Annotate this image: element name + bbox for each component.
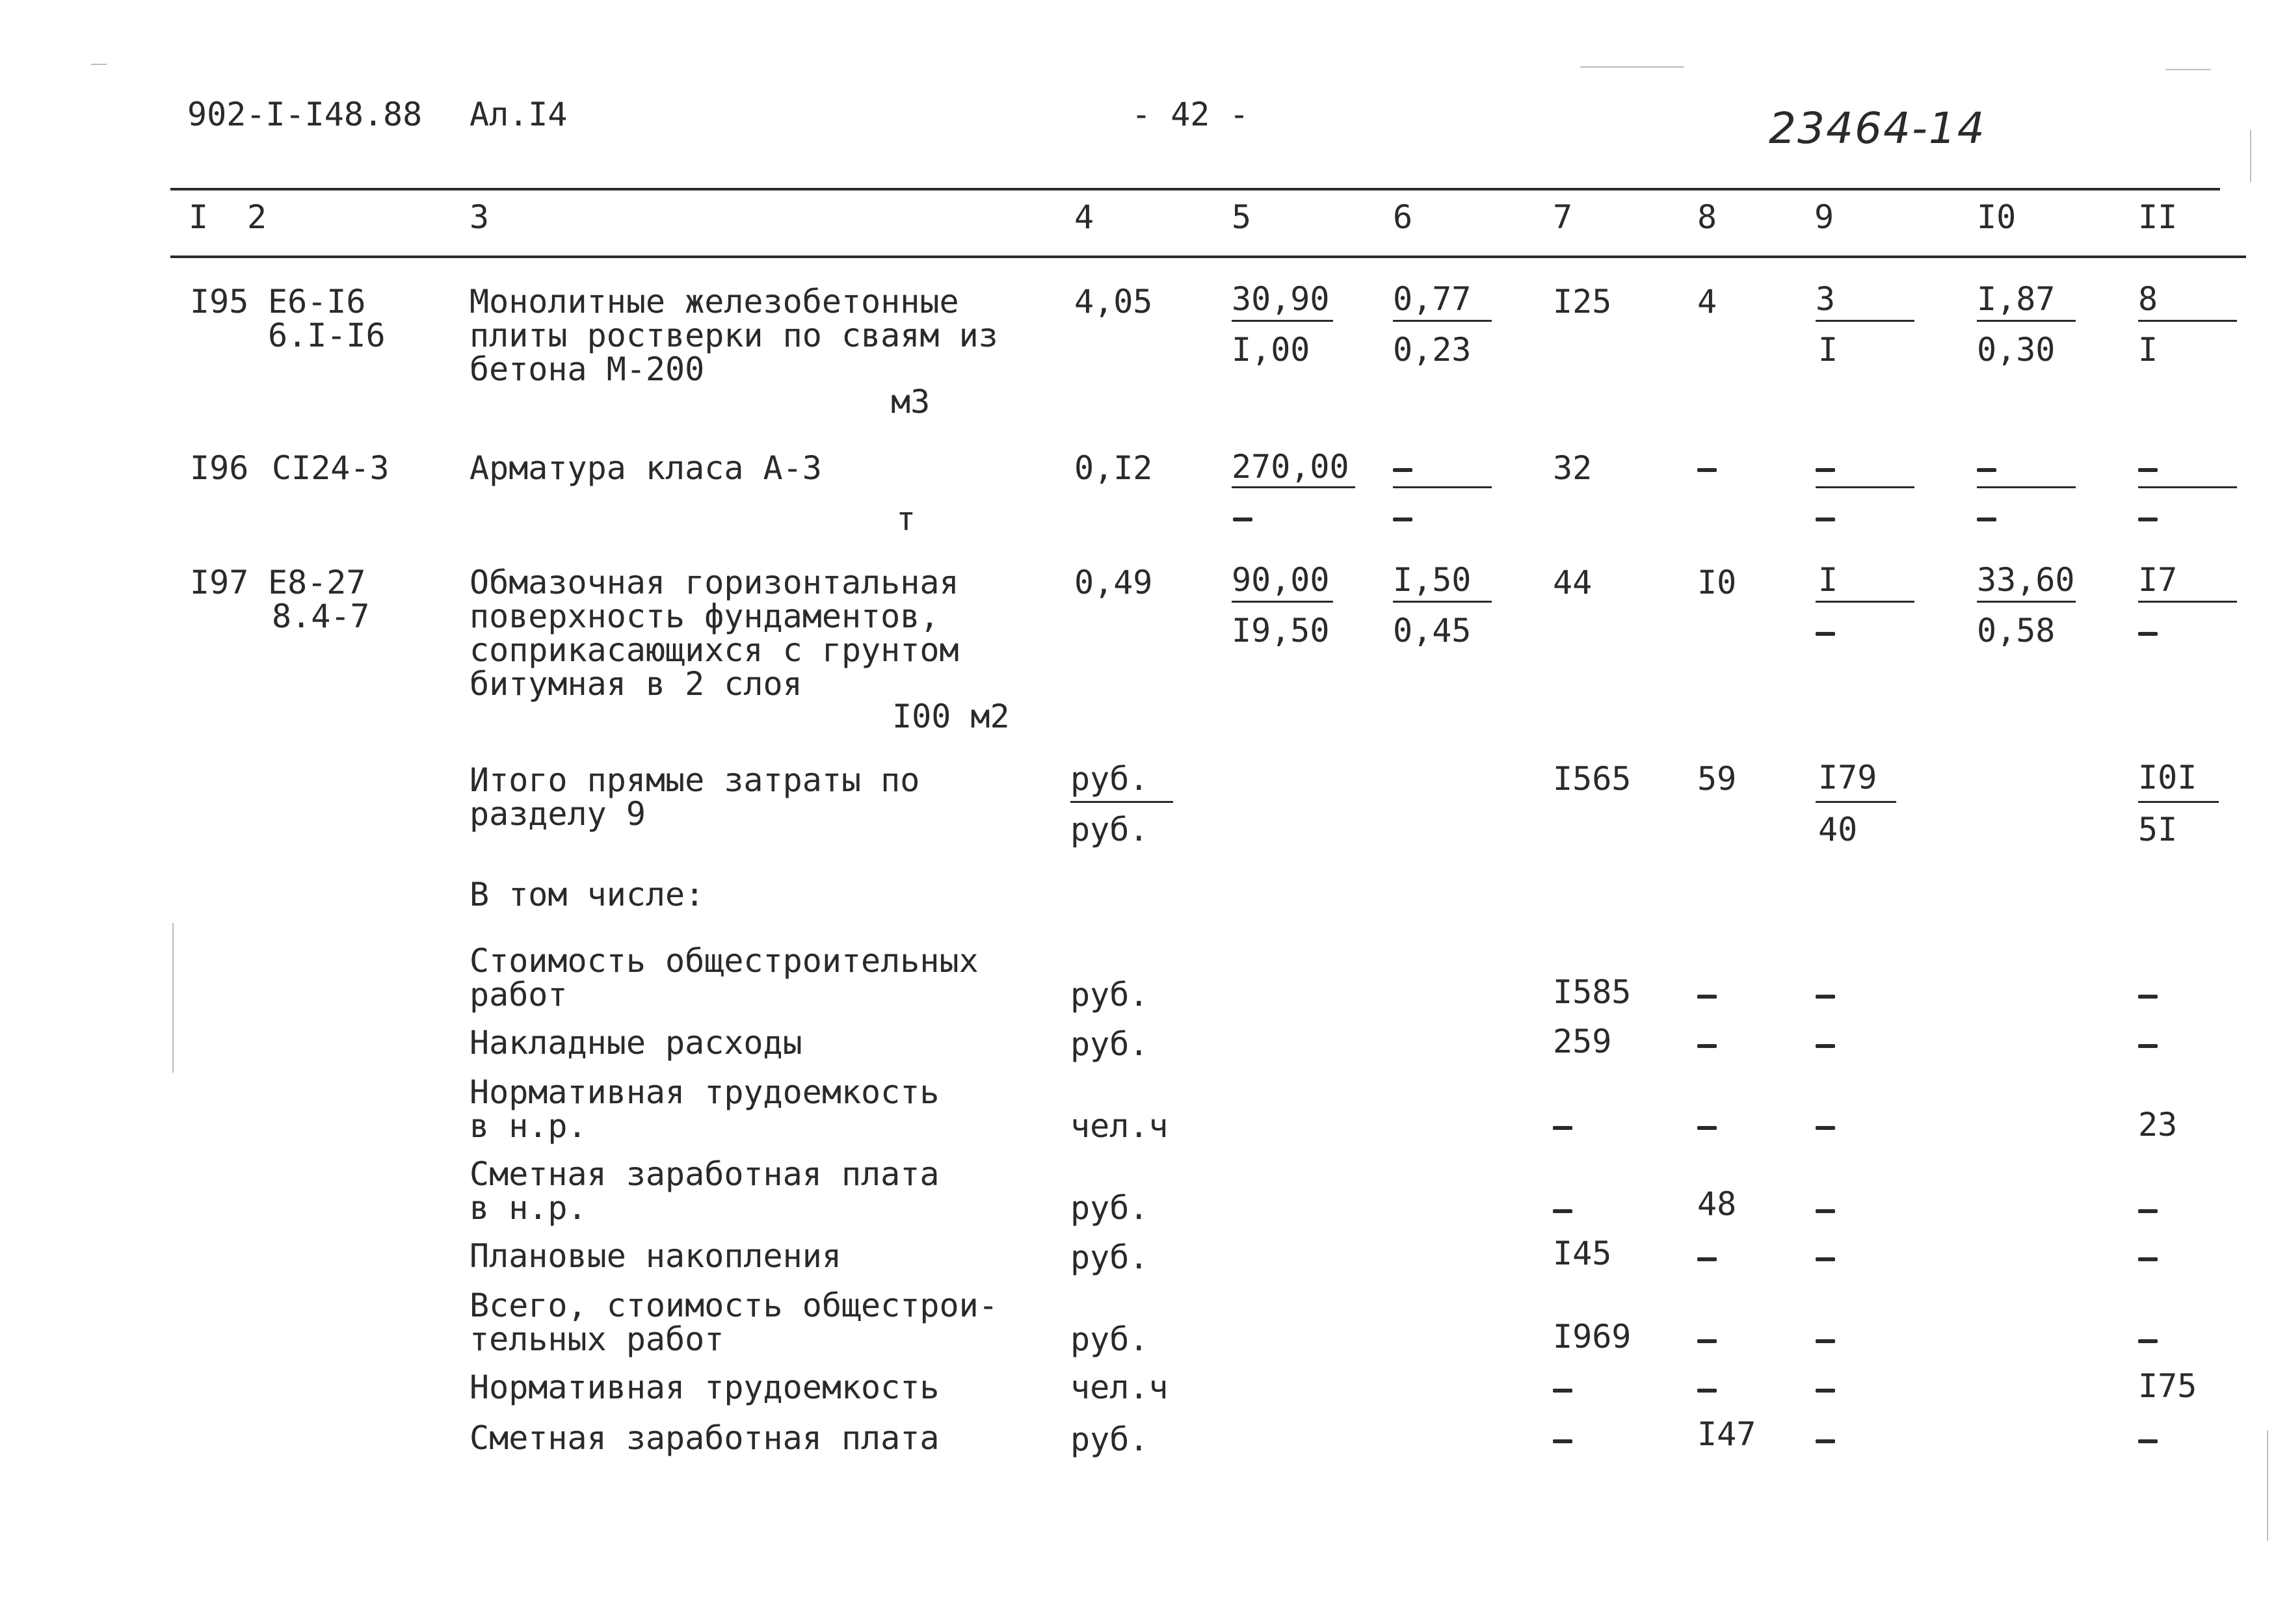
row-description: Арматура класа А-3 (470, 449, 822, 487)
dash-mark (1553, 1126, 1572, 1130)
dash-mark (1697, 1257, 1717, 1261)
dash-mark (1697, 1126, 1717, 1130)
summary-unit: руб. (1070, 1238, 1149, 1276)
row-col10-bottom: 0,30 (1977, 331, 2056, 369)
summary-label: Всего, стоимость общестрои- тельных работ (470, 1287, 998, 1358)
dash-mark (1697, 468, 1717, 472)
fraction-line (1393, 486, 1492, 488)
column-header-2: 2 (247, 198, 267, 236)
row-code-secondary: 6.I-I6 (268, 317, 386, 354)
dash-mark (1697, 1044, 1717, 1048)
column-header-11: II (2138, 198, 2178, 236)
fraction-line (1977, 486, 2076, 488)
row-col7: 32 (1553, 449, 1593, 487)
dash-mark (1697, 1339, 1717, 1343)
dash-mark (1816, 1439, 1835, 1443)
table-header-rule (170, 255, 2246, 258)
fraction-line (1232, 320, 1333, 322)
summary-col8: 48 (1697, 1185, 1737, 1223)
scan-speck (2250, 130, 2251, 182)
summary-col7: I585 (1553, 973, 1632, 1011)
row-col10-bottom: 0,58 (1977, 612, 2056, 649)
total-col9-top: I79 (1818, 759, 1877, 796)
row-unit: I00 м2 (892, 698, 1010, 735)
total-col9-bottom: 40 (1818, 811, 1858, 848)
dash-mark (1816, 632, 1835, 636)
row-quantity: 0,I2 (1074, 449, 1153, 487)
scan-speck (2165, 69, 2211, 70)
summary-label: Сметная заработная плата в н.р. (470, 1155, 940, 1227)
total-col7: I565 (1553, 760, 1632, 798)
column-header-3: 3 (470, 198, 490, 236)
row-col9-top: I (1818, 561, 1838, 599)
summary-col7: I45 (1553, 1235, 1612, 1272)
row-unit: т (896, 500, 916, 538)
fraction-line (2138, 601, 2237, 603)
column-header-6: 6 (1393, 198, 1413, 236)
total-col11-bottom: 5I (2138, 811, 2178, 848)
fraction-line (1977, 601, 2076, 603)
dash-mark (2138, 1044, 2158, 1048)
fraction-line (2138, 801, 2219, 803)
summary-label: Нормативная трудоемкость (470, 1369, 940, 1406)
dash-mark (2138, 1209, 2158, 1213)
row-col9-bottom: I (1818, 331, 1838, 369)
fraction-line (1393, 320, 1492, 322)
row-col8: I0 (1697, 564, 1737, 601)
row-code: Е8-27 (268, 564, 366, 601)
row-description: Обмазочная горизонтальная поверхность фундаментов, соприкасающихся с грунтом битумная в 2 слоя (470, 564, 959, 703)
summary-col11: 23 (2138, 1106, 2178, 1144)
row-code-secondary: 8.4-7 (272, 597, 370, 635)
row-col6-top: 0,77 (1393, 280, 1472, 318)
dash-mark (1816, 1339, 1835, 1343)
row-col5-bottom: I,00 (1232, 331, 1310, 369)
column-header-4: 4 (1074, 198, 1094, 236)
column-header-10: I0 (1977, 198, 2017, 236)
scan-speck (172, 923, 174, 1073)
column-header-8: 8 (1697, 198, 1717, 236)
dash-mark (1233, 517, 1252, 521)
total-unit-top: руб. (1070, 760, 1149, 798)
dash-mark (1393, 517, 1412, 521)
dash-mark (1816, 1257, 1835, 1261)
row-col6-top: I,50 (1393, 561, 1472, 599)
row-quantity: 4,05 (1074, 283, 1153, 321)
fraction-line (1232, 486, 1355, 488)
row-quantity: 0,49 (1074, 564, 1153, 601)
row-col6-bottom: 0,45 (1393, 612, 1472, 649)
summary-unit: руб. (1070, 1421, 1149, 1458)
row-code: СI24-3 (272, 449, 390, 487)
column-header-5: 5 (1232, 198, 1252, 236)
dash-mark (2138, 517, 2158, 521)
dash-mark (1977, 517, 1996, 521)
dash-mark (1816, 1044, 1835, 1048)
including-heading: В том числе: (470, 876, 705, 913)
summary-col7: 259 (1553, 1023, 1612, 1060)
row-col7: I25 (1553, 283, 1612, 321)
column-header-9: 9 (1814, 198, 1834, 236)
summary-label: Накладные расходы (470, 1024, 802, 1062)
row-description: Монолитные железобетонные плиты ростверки по сваям из бетона М-200 (470, 283, 998, 388)
summary-unit: руб. (1070, 1189, 1149, 1227)
total-col8: 59 (1697, 760, 1737, 798)
dash-mark (1816, 1209, 1835, 1213)
scan-speck (1580, 66, 1684, 68)
row-col9-top: 3 (1816, 280, 1836, 318)
row-number: I95 (190, 283, 249, 321)
fraction-line (1816, 801, 1896, 803)
row-number: I96 (190, 449, 249, 487)
summary-label: Плановые накопления (470, 1237, 841, 1275)
fraction-line (1816, 320, 1914, 322)
summary-label: Нормативная трудоемкость в н.р. (470, 1073, 940, 1145)
dash-mark (1816, 995, 1835, 999)
row-col5-top: 30,90 (1232, 280, 1330, 318)
dash-mark (2138, 632, 2158, 636)
page-number: - 42 - (1131, 96, 1249, 133)
dash-mark (1697, 995, 1717, 999)
fraction-line (1977, 320, 2076, 322)
summary-unit: руб. (1070, 1320, 1149, 1358)
row-number: I97 (190, 564, 249, 601)
row-col5-bottom: I9,50 (1232, 612, 1330, 649)
fraction-line (1816, 486, 1914, 488)
row-col7: 44 (1553, 564, 1593, 601)
fraction-line (1393, 601, 1492, 603)
summary-col11: I75 (2138, 1367, 2197, 1405)
fraction-line (2138, 486, 2237, 488)
dash-mark (1697, 1389, 1717, 1393)
document-code: 902-I-I48.88 (187, 96, 423, 133)
row-col5-top: 90,00 (1232, 561, 1330, 599)
total-label: Итого прямые затраты по разделу 9 (470, 761, 920, 833)
dash-mark (2138, 995, 2158, 999)
row-unit: м3 (891, 383, 931, 421)
dash-mark (1816, 517, 1835, 521)
handwritten-inventory-number: 23464-14 (1769, 103, 1986, 153)
fraction-line (1816, 601, 1914, 603)
row-col11-top: 8 (2138, 280, 2158, 318)
dash-mark (1393, 468, 1412, 472)
dash-mark (1553, 1209, 1572, 1213)
table-top-rule (170, 188, 2220, 190)
summary-unit: руб. (1070, 976, 1149, 1014)
dash-mark (2138, 468, 2158, 472)
row-code: Е6-I6 (268, 283, 366, 321)
dash-mark (1816, 1126, 1835, 1130)
total-col11-top: I0I (2138, 759, 2197, 796)
fraction-line (1070, 801, 1173, 803)
row-col6-bottom: 0,23 (1393, 331, 1472, 369)
summary-unit: чел.ч (1070, 1107, 1169, 1145)
row-col10-top: 33,60 (1977, 561, 2075, 599)
fraction-line (2138, 320, 2237, 322)
row-col10-top: I,87 (1977, 280, 2056, 318)
dash-mark (2138, 1439, 2158, 1443)
dash-mark (1553, 1389, 1572, 1393)
row-col11-top: I7 (2138, 561, 2178, 599)
summary-unit: чел.ч (1070, 1369, 1169, 1406)
sheet-number: Ал.I4 (470, 96, 568, 133)
dash-mark (2138, 1257, 2158, 1261)
total-unit-bottom: руб. (1070, 811, 1149, 848)
row-col11-bottom: I (2138, 331, 2158, 369)
fraction-line (1232, 601, 1333, 603)
dash-mark (1816, 468, 1835, 472)
dash-mark (1977, 468, 1996, 472)
scan-speck (91, 64, 107, 65)
column-header-1: I (189, 198, 209, 236)
dash-mark (1553, 1439, 1572, 1443)
dash-mark (2138, 1339, 2158, 1343)
summary-col8: I47 (1697, 1415, 1756, 1453)
summary-label: Сметная заработная плата (470, 1419, 940, 1457)
summary-label: Стоимость общестроительных работ (470, 942, 979, 1014)
dash-mark (1816, 1389, 1835, 1393)
scan-speck (2267, 1430, 2268, 1541)
row-col5-top: 270,00 (1232, 448, 1349, 486)
summary-col7: I969 (1553, 1318, 1632, 1356)
summary-unit: руб. (1070, 1025, 1149, 1063)
row-col8: 4 (1697, 283, 1717, 321)
column-header-7: 7 (1553, 198, 1573, 236)
